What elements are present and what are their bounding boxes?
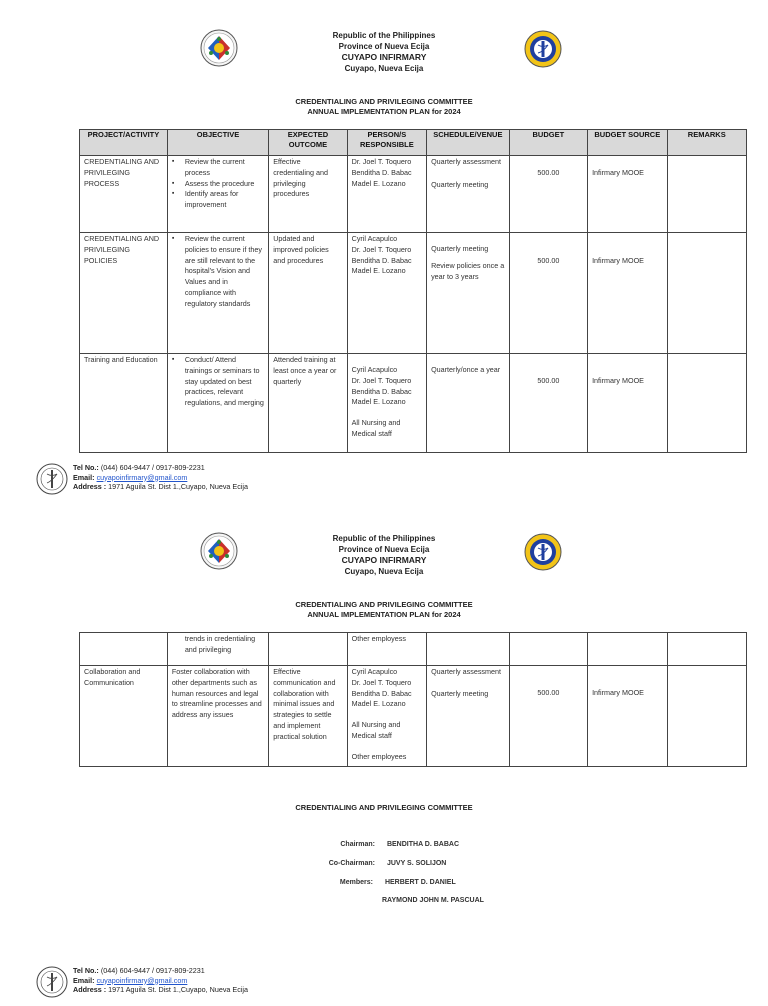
plan-title-line-1: CREDENTIALING AND PRIVILEGING COMMITTEE <box>295 97 473 106</box>
budget-source-value: Infirmary MOOE <box>592 168 644 177</box>
budget-cell <box>509 354 587 453</box>
chairman-label: Chairman: <box>340 841 375 848</box>
tel-value: (044) 604-9447 / 0917-809-2231 <box>98 463 205 472</box>
header-line-3: CUYAPO INFIRMARY <box>341 555 427 565</box>
person-name: All Nursing and Medical staff <box>351 720 401 740</box>
schedule-item: Quarterly/once a year <box>431 365 501 374</box>
person-name: Dr. Joel T. Toquero <box>351 677 412 687</box>
budget-source-cell <box>588 354 667 453</box>
budget-source-value: Infirmary MOOE <box>592 256 644 265</box>
outcome-cell <box>269 633 347 666</box>
person-name: All Nursing and Medical staff <box>351 418 401 438</box>
members-line <box>300 879 456 886</box>
header-line-1: Republic of the Philippines <box>332 534 436 543</box>
schedule-item: Quarterly assessment <box>431 157 501 166</box>
outcome-cell: Effective credentialing and privileging procedures <box>269 156 347 233</box>
table-row <box>80 156 747 233</box>
email-link[interactable]: cuyapoinfirmary@gmail.com <box>96 472 188 482</box>
footer-contact <box>73 966 248 995</box>
outcome-cell: Effective communication and collaboration with minimal issues and strategies to settle and implement practical solution <box>269 666 347 767</box>
col-header-objective: OBJECTIVE <box>167 130 268 156</box>
budget-cell <box>509 633 587 666</box>
header-line-3: CUYAPO INFIRMARY <box>341 52 427 62</box>
cochairman-name: JUVY S. SOLIJON <box>386 860 447 867</box>
header-line-1: Republic of the Philippines <box>332 31 436 40</box>
schedule-cell <box>427 354 510 453</box>
budget-cell <box>509 666 587 767</box>
budget-source-value: Infirmary MOOE <box>592 376 644 385</box>
person-name: Benditha D. Babac <box>351 255 412 265</box>
activity-cell: CREDENTIALING AND PRIVILEGING POLICIES <box>80 233 168 354</box>
persons-cell <box>347 156 426 233</box>
budget-value: 500.00 <box>537 256 560 265</box>
address-label: Address : <box>73 985 107 994</box>
objective-cell <box>167 233 268 354</box>
cochairman-line <box>300 860 446 867</box>
person-name: Cyril Acapulco <box>351 365 398 374</box>
budget-source-cell <box>588 666 667 767</box>
activity-cell: Collaboration and Communication <box>80 666 168 767</box>
schedule-item: Quarterly meeting <box>431 179 489 189</box>
col-header-persons: PERSON/S RESPONSIBLE <box>347 130 426 156</box>
remarks-cell <box>667 633 746 666</box>
activity-cell: Training and Education <box>80 354 168 453</box>
remarks-cell <box>667 156 746 233</box>
implementation-plan-table-page2 <box>79 632 747 767</box>
member-name: RAYMOND JOHN M. PASCUAL <box>382 897 484 904</box>
member-line <box>382 897 484 904</box>
budget-value: 500.00 <box>537 688 560 697</box>
person-name: Benditha D. Babac <box>351 688 412 698</box>
person-name: Other employess <box>351 634 406 643</box>
email-label: Email: <box>73 975 95 985</box>
col-header-schedule: SCHEDULE/VENUE <box>427 130 510 156</box>
persons-cell <box>347 633 426 666</box>
persons-cell <box>347 666 426 767</box>
tel-label: Tel No.: <box>73 463 99 472</box>
col-header-activity: PROJECT/ACTIVITY <box>80 130 168 156</box>
plan-title <box>0 97 768 117</box>
person-name: Dr. Joel T. Toquero <box>351 244 412 254</box>
email-label: Email: <box>73 472 95 482</box>
header-line-2: Province of Nueva Ecija <box>338 545 430 554</box>
address-value: 1971 Aguila St. Dist 1.,Cuyapo, Nueva Ecija <box>106 985 248 994</box>
budget-value: 500.00 <box>537 168 560 177</box>
plan-title-line-1: CREDENTIALING AND PRIVILEGING COMMITTEE <box>295 600 473 609</box>
table-row <box>80 233 747 354</box>
table-header-row <box>80 130 747 156</box>
table-row <box>80 354 747 453</box>
person-name: Madel E. Lozano <box>351 397 406 407</box>
objective-cell <box>167 156 268 233</box>
cochairman-label: Co-Chairman: <box>328 860 375 867</box>
header-line-4: Cuyapo, Nueva Ecija <box>344 64 424 73</box>
person-name: Benditha D. Babac <box>351 386 412 396</box>
header-block <box>0 30 768 74</box>
outcome-cell: Attended training at least once a year or quarterly <box>269 354 347 453</box>
objective-cell <box>167 354 268 453</box>
members-label: Members: <box>339 879 373 886</box>
implementation-plan-table-page1 <box>79 129 747 453</box>
schedule-cell <box>427 156 510 233</box>
plan-title-line-2: ANNUAL IMPLEMENTATION PLAN for 2024 <box>307 107 461 116</box>
col-header-remarks: REMARKS <box>667 130 746 156</box>
header-line-4: Cuyapo, Nueva Ecija <box>344 567 424 576</box>
chairman-line <box>300 841 459 848</box>
schedule-item: Quarterly assessment <box>431 667 501 676</box>
infirmary-caduceus-seal-icon <box>36 966 68 1001</box>
person-name: Madel E. Lozano <box>351 699 406 709</box>
address-label: Address : <box>73 482 107 491</box>
table-row <box>80 666 747 767</box>
objective-continuation: trends in credentialing and privileging <box>184 634 256 654</box>
budget-source-cell <box>588 633 667 666</box>
chairman-name: BENDITHA D. BABAC <box>386 841 460 848</box>
plan-title <box>0 600 768 620</box>
schedule-item: Quarterly meeting <box>431 688 489 698</box>
person-name: Cyril Acapulco <box>351 667 398 676</box>
person-name: Cyril Acapulco <box>351 234 398 243</box>
member-name: HERBERT D. DANIEL <box>384 879 456 886</box>
schedule-item: Review policies once a year to 3 years <box>431 260 505 281</box>
outcome-cell: Updated and improved policies and procedures <box>269 233 347 354</box>
objective-cell: Foster collaboration with other departments such as human resources and legal to streamline processes and address any issues <box>167 666 268 767</box>
header-block <box>0 533 768 577</box>
address-value: 1971 Aguila St. Dist 1.,Cuyapo, Nueva Ecija <box>106 482 248 491</box>
persons-cell <box>347 233 426 354</box>
activity-cell: CREDENTIALING AND PRIVILEGING PROCESS <box>80 156 168 233</box>
email-link[interactable]: cuyapoinfirmary@gmail.com <box>96 975 188 985</box>
remarks-cell <box>667 666 746 767</box>
activity-cell <box>80 633 168 666</box>
committee-heading: CREDENTIALING AND PRIVILEGING COMMITTEE <box>295 803 473 812</box>
col-header-budget: BUDGET <box>509 130 587 156</box>
remarks-cell <box>667 233 746 354</box>
objective-cell <box>167 633 268 666</box>
persons-cell <box>347 354 426 453</box>
budget-cell <box>509 233 587 354</box>
table-row <box>80 633 747 666</box>
schedule-cell <box>427 233 510 354</box>
person-name: Other employees <box>351 751 407 761</box>
tel-value: (044) 604-9447 / 0917-809-2231 <box>98 966 205 975</box>
schedule-cell <box>427 666 510 767</box>
tel-label: Tel No.: <box>73 966 99 975</box>
person-name: Dr. Joel T. Toquero <box>351 157 412 166</box>
plan-title-line-2: ANNUAL IMPLEMENTATION PLAN for 2024 <box>307 610 461 619</box>
schedule-cell <box>427 633 510 666</box>
budget-source-cell <box>588 233 667 354</box>
remarks-cell <box>667 354 746 453</box>
budget-value: 500.00 <box>537 376 560 385</box>
objective-item: ▪ Assess the procedure <box>185 179 264 190</box>
budget-source-cell <box>588 156 667 233</box>
budget-cell <box>509 156 587 233</box>
person-name: Madel E. Lozano <box>351 266 406 276</box>
col-header-budget-source: BUDGET SOURCE <box>588 130 667 156</box>
person-name: Madel E. Lozano <box>351 178 406 188</box>
objective-item: ▪ Review the current policies to ensure if they are still relevant to the hospital's Vision and Values and in compliance with regulatory standards <box>185 234 264 310</box>
objective-item: ▪ Conduct/ Attend trainings or seminars to stay updated on best practices, relevant regulations, and merging <box>185 355 264 409</box>
schedule-item: Quarterly meeting <box>431 244 489 253</box>
objective-item: ▪ Identify areas for improvement <box>185 189 264 211</box>
objective-item: ▪ Review the current process <box>185 157 264 179</box>
col-header-outcome: EXPECTED OUTCOME <box>269 130 347 156</box>
header-line-2: Province of Nueva Ecija <box>338 42 430 51</box>
person-name: Benditha D. Babac <box>351 167 412 177</box>
infirmary-caduceus-seal-icon <box>36 463 68 498</box>
person-name: Dr. Joel T. Toquero <box>351 375 412 385</box>
footer-contact <box>73 463 248 492</box>
budget-source-value: Infirmary MOOE <box>592 688 644 697</box>
